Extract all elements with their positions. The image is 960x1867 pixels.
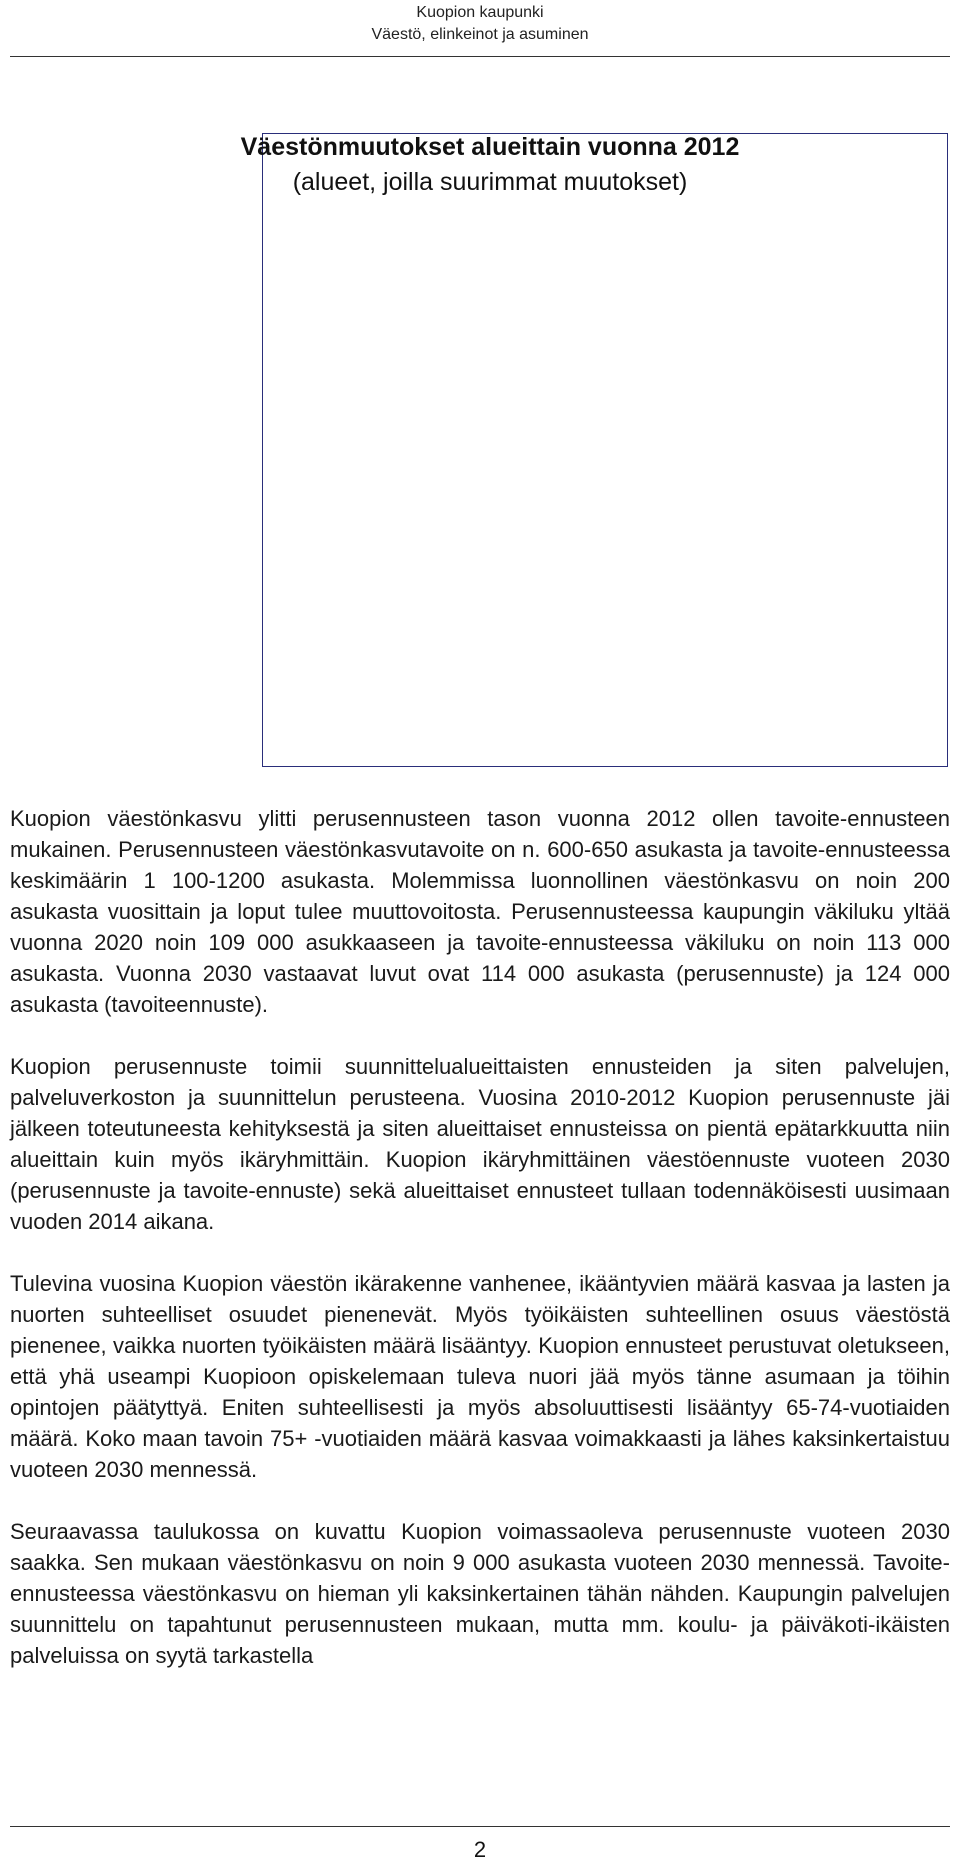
- header-divider: [10, 56, 950, 57]
- figure-title: Väestönmuutokset alueittain vuonna 2012: [240, 133, 740, 161]
- figure-subtitle: (alueet, joilla suurimmat muutokset): [292, 168, 688, 196]
- running-header: [0, 2, 960, 46]
- footer-divider: [10, 1826, 950, 1827]
- page-number: 2: [473, 1837, 487, 1862]
- paragraph: Seuraavassa taulukossa on kuvattu Kuopion voimassaoleva perusennuste vuoteen 2030 saakka. Sen mukaan väestönkasvu on noin 9 000 asukasta vuoteen 2030 mennessä. Tavoite-ennusteessa väestönkasvu on hieman yli kaksinkertainen tähän nähden. Kaupungin palvelujen suunnittelu on tapahtunut perusennusteen mukaan, mutta mm. koulu- ja päiväkoti-ikäisten palveluissa on syytä tarkastella: [10, 1519, 950, 1668]
- body-text: [10, 803, 950, 1702]
- header-organization: Kuopion kaupunki: [416, 4, 544, 21]
- figure-frame: [262, 133, 948, 767]
- paragraph: Kuopion perusennuste toimii suunnittelualueittaisten ennusteiden ja siten palvelujen, palveluverkoston ja suunnittelun perusteena. Vuosina 2010-2012 Kuopion perusennuste jäi jälkeen toteutuneesta kehityksestä ja siten alueittaiset ennusteissa on pientä epätarkkuutta niin alueittain kuin myös ikäryhmittäin. Kuopion ikäryhmittäinen väestöennuste vuoteen 2030 (perusennuste ja tavoite-ennuste) sekä alueittaiset ennusteet tullaan todennäköisesti uusimaan vuoden 2014 aikana.: [10, 1054, 950, 1234]
- figure-caption: [240, 130, 740, 200]
- header-section: Väestö, elinkeinot ja asuminen: [371, 26, 589, 43]
- paragraph: Kuopion väestönkasvu ylitti perusennusteen tason vuonna 2012 ollen tavoite-ennusteen mukainen. Perusennusteen väestönkasvutavoite on n. 600-650 asukasta ja tavoite-ennusteessa keskimäärin 1 100-1200 asukasta. Molemmissa luonnollinen väestönkasvu on noin 200 asukasta vuosittain ja loput tulee muuttovoitosta. Perusennusteessa kaupungin väkiluku yltää vuonna 2020 noin 109 000 asukkaaseen ja tavoite-ennusteessa väkiluku on noin 113 000 asukasta. Vuonna 2030 vastaavat luvut ovat 114 000 asukasta (perusennuste) ja 124 000 asukasta (tavoiteennuste).: [10, 806, 950, 1017]
- paragraph: Tulevina vuosina Kuopion väestön ikärakenne vanhenee, ikääntyvien määrä kasvaa ja lasten ja nuorten suhteelliset osuudet pienenevät. Myös työikäisten suhteellinen osuus väestöstä pienenee, vaikka nuorten työikäisten määrä lisääntyy. Kuopion ennusteet perustuvat oletukseen, että yhä useampi Kuopioon opiskelemaan tuleva nuori jää myös tänne asumaan ja töihin opintojen päätyttyä. Eniten suhteellisesti ja myös absoluuttisesti lisääntyy 65-74-vuotiaiden määrä. Koko maan tavoin 75+ -vuotiaiden määrä kasvaa voimakkaasti ja lähes kaksinkertaistuu vuoteen 2030 mennessä.: [10, 1271, 950, 1482]
